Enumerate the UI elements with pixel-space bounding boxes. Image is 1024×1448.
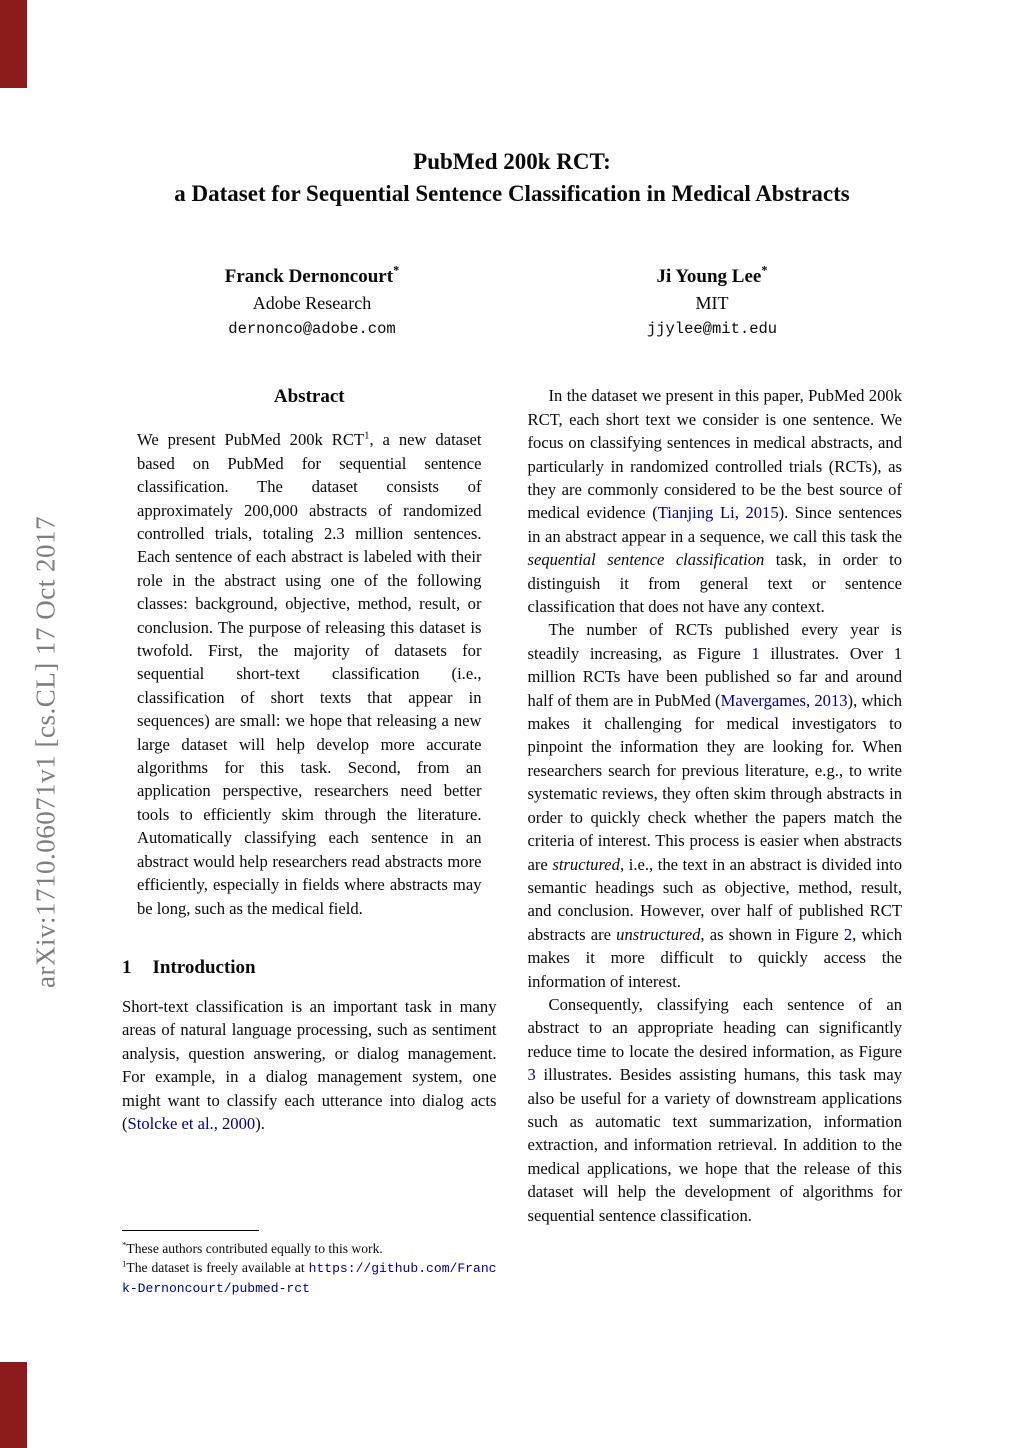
paragraph — [528, 618, 903, 993]
author-email: jjylee@mit.edu — [646, 320, 778, 339]
abstract-text — [122, 428, 497, 920]
author-email: dernonco@adobe.com — [228, 320, 396, 339]
text-span: illustrates. Over 1 million RCTs have been published so far and around half of them are in PubMed ( — [527, 643, 902, 710]
citation-link[interactable]: Mavergames, 2013 — [720, 690, 848, 710]
citation-link[interactable]: Tianjing Li, 2015 — [657, 503, 779, 523]
footnotes — [122, 1230, 497, 1298]
citation-link[interactable]: Stolcke et al., 2000 — [127, 1113, 256, 1133]
left-column — [122, 384, 497, 1298]
text-span: ). Since sentences in an abstract appear in a sequence, we call this task the — [527, 503, 902, 546]
text-span: Consequently, classifying each sentence of an abstract to an appropriate heading can significantly reduce time to locate the desired information, as Figure — [527, 994, 902, 1061]
right-column — [528, 384, 903, 1298]
paragraph — [528, 993, 903, 1227]
section-title: Introduction — [152, 956, 256, 978]
author-name-text: Ji Young Lee — [656, 266, 762, 288]
abstract-heading: Abstract — [273, 386, 345, 408]
author-affiliation: MIT — [695, 293, 729, 314]
section-number: 1 — [122, 956, 132, 978]
paragraph — [122, 995, 497, 1135]
author-2 — [577, 266, 847, 338]
url-link[interactable]: https://github.com/Franck-Dernoncourt/pubmed-rct — [122, 1261, 497, 1297]
text-span: , as shown in Figure — [700, 924, 844, 944]
text-span: The dataset is freely available at — [126, 1260, 309, 1276]
text-span: , which makes it more difficult to quickly access the information of interest. — [527, 924, 902, 991]
text-span: illustrates. Besides assisting humans, this task may also be useful for a variety of downstream applications such as automatic text summarization, information extraction, and information retrieval. In addition to the medical applications, we hope that the release of this dataset will help the development of algorithms for sequential sentence classification. — [527, 1065, 902, 1225]
text-span: These authors contributed equally to this work. — [126, 1241, 383, 1257]
superscript-mark: 1 — [364, 429, 370, 442]
paragraph — [528, 384, 903, 618]
footnote-rule — [122, 1230, 259, 1231]
arxiv-watermark: arXiv:1710.06071v1 [cs.CL] 17 Oct 2017 — [30, 516, 61, 988]
text-span: We present PubMed 200k RCT — [137, 430, 365, 450]
superscript-mark: * — [122, 1239, 127, 1250]
text-span: , i.e., the text in an abstract is divided into semantic headings such as objective, method, result, and conclusion. However, over half of published RCT abstracts are — [527, 854, 902, 944]
text-span: , a new dataset based on PubMed for sequential sentence classification. The dataset consists of approximately 200,000 abstracts of randomized controlled trials, totaling 2.3 million sentences. Each sentence of each abstract is labeled with their role in the abstract using one of the following classes: background, objective, method, result, or conclusion. The purpose of releasing this dataset is twofold. First, the majority of datasets for sequential short-text classification (i.e., classification of short texts that appear in sequences) are small: we hope that releasing a new large dataset will help develop more accurate algorithms for this task. Second, from an application perspective, researchers need better tools to efficiently skim through the literature. Automatically classifying each sentence in an abstract would help researchers read abstracts more efficiently, especially in fields where abstracts may be long, such as the medical field. — [137, 430, 482, 918]
text-span: The number of RCTs published every year is steadily increasing, as Figure — [527, 620, 902, 663]
author-name-text: Franck Dernoncourt — [224, 266, 394, 288]
author-name — [177, 266, 447, 288]
two-column-body — [0, 384, 1024, 1298]
author-affiliation: Adobe Research — [252, 293, 372, 314]
author-footnote-mark: * — [393, 264, 400, 279]
author-1 — [177, 266, 447, 338]
text-span: ). — [255, 1113, 265, 1133]
author-name — [577, 266, 847, 288]
emphasis-text: sequential sentence classification — [527, 550, 765, 570]
text-span: Short-text classification is an important task in many areas of natural language processing, such as sentiment analysis, question answering, or dialog management. For example, in a dialog management system, one might want to classify each utterance into dialog acts ( — [122, 996, 497, 1133]
citation-link[interactable]: 1 — [751, 643, 760, 663]
superscript-mark: 1 — [122, 1258, 127, 1269]
citation-link[interactable]: 3 — [527, 1065, 536, 1085]
author-footnote-mark: * — [761, 264, 768, 279]
footnote-equal-contribution — [122, 1239, 497, 1258]
emphasis-text: unstructured — [616, 924, 701, 944]
footnote-dataset-availability — [122, 1258, 497, 1298]
text-span: ), which makes it challenging for medical investigators to pinpoint the information they are looking for. When researchers search for previous literature, e.g., to write systematic reviews, they often skim through abstracts in order to quickly check whether the papers match the criteria of interest. This process is easier when abstracts are — [527, 690, 902, 874]
paper-title-line1: PubMed 200k RCT: — [413, 149, 611, 174]
text-span: task, in order to distinguish it from general text or sentence classification that does not have any context. — [527, 550, 902, 617]
author-block — [0, 266, 1024, 338]
paper-title-line2: a Dataset for Sequential Sentence Classification in Medical Abstracts — [174, 181, 850, 207]
page-edge-artifact-top — [0, 0, 27, 88]
citation-link[interactable]: 2 — [843, 924, 853, 944]
text-span: In the dataset we present in this paper, PubMed 200k RCT, each short text we consider is one sentence. We focus on classifying sentences in medical abstracts, and particularly in randomized controlled trials (RCTs), as they are commonly considered to be the best source of medical evidence ( — [527, 386, 902, 523]
page-edge-artifact-bottom — [0, 1362, 27, 1448]
emphasis-text: structured — [552, 854, 620, 874]
paper-title — [0, 146, 1024, 210]
section-heading-introduction — [122, 957, 497, 979]
paper-header — [0, 0, 1024, 338]
